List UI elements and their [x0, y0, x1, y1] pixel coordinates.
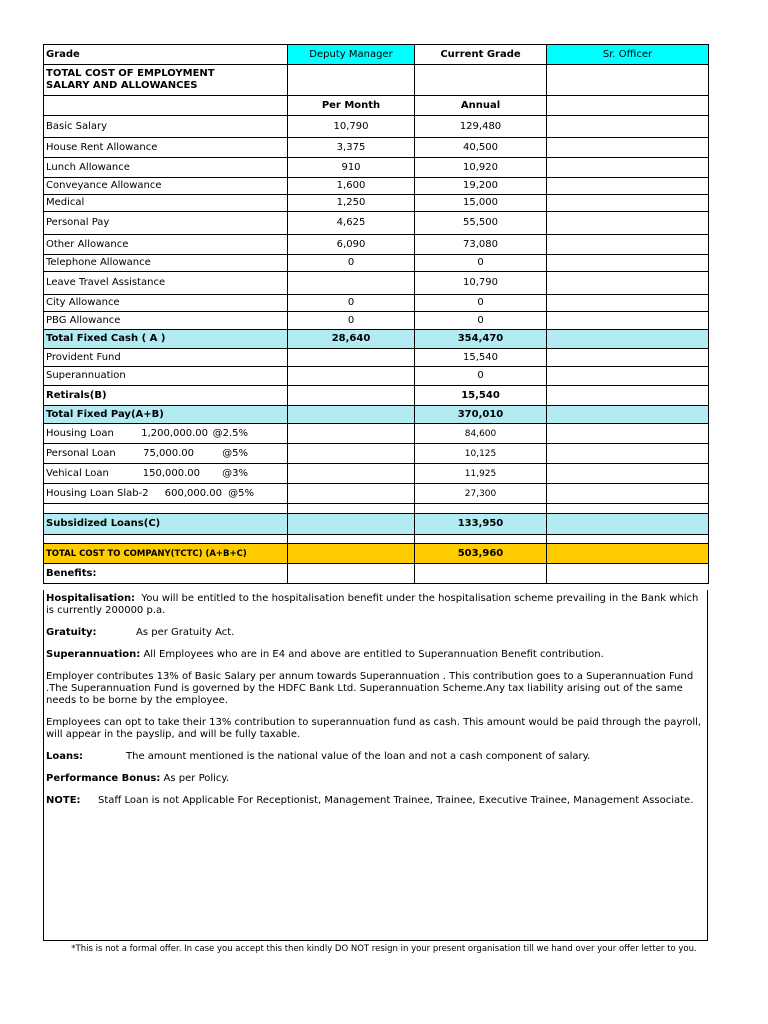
- performance-bonus-text: As per Policy.: [163, 773, 230, 784]
- loan-amount: 150,000.00: [142, 467, 200, 479]
- hospitalisation-label: Hospitalisation:: [46, 593, 136, 604]
- provident-fund-label: Provident Fund: [44, 349, 288, 367]
- provident-fund-annual: 15,540: [415, 349, 547, 367]
- gratuity-label: Gratuity:: [46, 627, 97, 638]
- loan-name: Personal Loan: [46, 447, 116, 459]
- gratuity-note: [46, 627, 705, 639]
- section-title-row: [44, 65, 709, 96]
- superannuation-row: [44, 367, 709, 386]
- row-annual: 19,200: [415, 178, 547, 195]
- row-month: 1,250: [288, 195, 415, 212]
- row-label: Basic Salary: [44, 116, 288, 138]
- row-label: City Allowance: [44, 295, 288, 312]
- grade-value: Deputy Manager: [288, 45, 415, 65]
- row-annual: 55,500: [415, 212, 547, 235]
- retirals-annual: 15,540: [415, 386, 547, 406]
- row-annual: 10,920: [415, 158, 547, 178]
- row-month: 0: [288, 312, 415, 330]
- row-label: Lunch Allowance: [44, 158, 288, 178]
- staff-loan-note: [46, 795, 705, 807]
- row-month: 10,790: [288, 116, 415, 138]
- row-month: 0: [288, 255, 415, 272]
- grade-label: Grade: [44, 45, 288, 65]
- table-row: [44, 138, 709, 158]
- footer-disclaimer: *This is not a formal offer. In case you accept this then kindly DO NOT resign in your present organisation till we hand over your offer letter to you.: [71, 944, 697, 954]
- salary-table: [43, 44, 709, 584]
- retirals-row: [44, 386, 709, 406]
- current-grade-label: Current Grade: [415, 45, 547, 65]
- notes-section: [43, 590, 708, 941]
- row-month: 0: [288, 295, 415, 312]
- row-month: [288, 272, 415, 295]
- section-title: [44, 65, 288, 96]
- retirals-label: Retirals(B): [44, 386, 288, 406]
- table-row: [44, 295, 709, 312]
- row-label: Personal Pay: [44, 212, 288, 235]
- annual-header: Annual: [415, 96, 547, 116]
- loan-name: Vehical Loan: [46, 467, 109, 479]
- total-fixed-pay-annual: 370,010: [415, 406, 547, 424]
- performance-bonus-note: [46, 773, 705, 785]
- loan-row: [44, 424, 709, 444]
- loan-annual: 10,125: [415, 444, 547, 464]
- total-fixed-pay-row: [44, 406, 709, 424]
- total-fixed-cash-row: [44, 330, 709, 349]
- benefits-label: Benefits:: [44, 564, 288, 584]
- row-annual: 129,480: [415, 116, 547, 138]
- loans-note-label: Loans:: [46, 751, 84, 762]
- row-annual: 0: [415, 295, 547, 312]
- row-label: Other Allowance: [44, 235, 288, 255]
- benefits-row: [44, 564, 709, 584]
- loan-name: Housing Loan Slab-2: [46, 487, 149, 499]
- total-fixed-cash-label: Total Fixed Cash ( A ): [44, 330, 288, 349]
- row-annual: 73,080: [415, 235, 547, 255]
- table-row: [44, 272, 709, 295]
- loans-note-text: The amount mentioned is the national value of the loan and not a cash component of salary.: [126, 751, 591, 762]
- loan-amount: 75,000.00: [143, 447, 194, 459]
- row-label: PBG Allowance: [44, 312, 288, 330]
- superannuation-note: [46, 649, 705, 661]
- loan-row: [44, 464, 709, 484]
- table-row: [44, 178, 709, 195]
- loan-rate: @5%: [228, 487, 254, 499]
- row-annual: 15,000: [415, 195, 547, 212]
- column-header-row: [44, 96, 709, 116]
- total-fixed-cash-annual: 354,470: [415, 330, 547, 349]
- tctc-annual: 503,960: [415, 544, 547, 564]
- tctc-row: [44, 544, 709, 564]
- loan-detail: [44, 484, 288, 504]
- loan-annual: 11,925: [415, 464, 547, 484]
- section-title-line2: SALARY AND ALLOWANCES: [46, 80, 198, 91]
- loan-name: Housing Loan: [46, 427, 114, 439]
- subsidized-loans-row: [44, 514, 709, 535]
- employer-contribution-note: Employer contributes 13% of Basic Salary per annum towards Superannuation . This contribution goes to a Superannuation Fund .The Superannuation Fund is governed by the HDFC Bank Ltd. Superannuation Scheme.Any tax liability arising out of the same needs to be borne by the employee.: [46, 671, 694, 706]
- superannuation-note-text: All Employees who are in E4 and above are entitled to Superannuation Benefit contribution.: [143, 649, 604, 660]
- table-row: [44, 158, 709, 178]
- row-month: 3,375: [288, 138, 415, 158]
- hospitalisation-note: [46, 593, 705, 617]
- loan-rate: @2.5%: [212, 427, 248, 439]
- grade-row: [44, 45, 709, 65]
- row-month: 6,090: [288, 235, 415, 255]
- superannuation-annual: 0: [415, 367, 547, 386]
- loan-detail: [44, 424, 288, 444]
- table-row: [44, 312, 709, 330]
- row-month: 910: [288, 158, 415, 178]
- tctc-label: TOTAL COST TO COMPANY(TCTC) (A+B+C): [44, 544, 288, 564]
- loan-row: [44, 444, 709, 464]
- table-row: [44, 195, 709, 212]
- row-annual: 0: [415, 255, 547, 272]
- opt-out-note: Employees can opt to take their 13% contribution to superannuation fund as cash. This amount would be paid through the payroll, will appear in the payslip, and will be fully taxable.: [46, 717, 702, 740]
- table-row: [44, 255, 709, 272]
- loan-detail: [44, 444, 288, 464]
- loan-rate: @3%: [222, 467, 248, 479]
- row-label: House Rent Allowance: [44, 138, 288, 158]
- loan-row: [44, 484, 709, 504]
- table-row: [44, 116, 709, 138]
- subsidized-loans-label: Subsidized Loans(C): [44, 514, 288, 535]
- performance-bonus-label: Performance Bonus:: [46, 773, 161, 784]
- loan-detail: [44, 464, 288, 484]
- row-annual: 40,500: [415, 138, 547, 158]
- per-month-header: Per Month: [288, 96, 415, 116]
- row-month: 1,600: [288, 178, 415, 195]
- table-row: [44, 212, 709, 235]
- superannuation-note-label: Superannuation:: [46, 649, 141, 660]
- spacer-row: [44, 535, 709, 544]
- row-label: Leave Travel Assistance: [44, 272, 288, 295]
- current-grade-value: Sr. Officer: [547, 45, 709, 65]
- row-annual: 0: [415, 312, 547, 330]
- loan-annual: 84,600: [415, 424, 547, 444]
- loan-annual: 27,300: [415, 484, 547, 504]
- row-label: Medical: [44, 195, 288, 212]
- total-fixed-pay-label: Total Fixed Pay(A+B): [44, 406, 288, 424]
- superannuation-label: Superannuation: [44, 367, 288, 386]
- row-annual: 10,790: [415, 272, 547, 295]
- subsidized-loans-annual: 133,950: [415, 514, 547, 535]
- hospitalisation-text: You will be entitled to the hospitalisation benefit under the hospitalisation scheme prevailing in the Bank which is currently 200000 p.a.: [46, 593, 699, 616]
- row-label: Telephone Allowance: [44, 255, 288, 272]
- table-row: [44, 235, 709, 255]
- note-text: Staff Loan is not Applicable For Receptionist, Management Trainee, Trainee, Executive Trainee, Management Associate.: [98, 795, 694, 806]
- total-fixed-cash-month: 28,640: [288, 330, 415, 349]
- provident-fund-row: [44, 349, 709, 367]
- loan-amount: 1,200,000.00: [141, 427, 208, 439]
- note-label: NOTE:: [46, 795, 81, 806]
- loan-amount: 600,000.00: [164, 487, 222, 499]
- row-month: 4,625: [288, 212, 415, 235]
- gratuity-text: As per Gratuity Act.: [136, 627, 235, 638]
- loan-rate: @5%: [222, 447, 248, 459]
- section-title-line1: TOTAL COST OF EMPLOYMENT: [46, 68, 215, 79]
- spacer-row: [44, 504, 709, 514]
- row-label: Conveyance Allowance: [44, 178, 288, 195]
- loans-note: [46, 751, 705, 763]
